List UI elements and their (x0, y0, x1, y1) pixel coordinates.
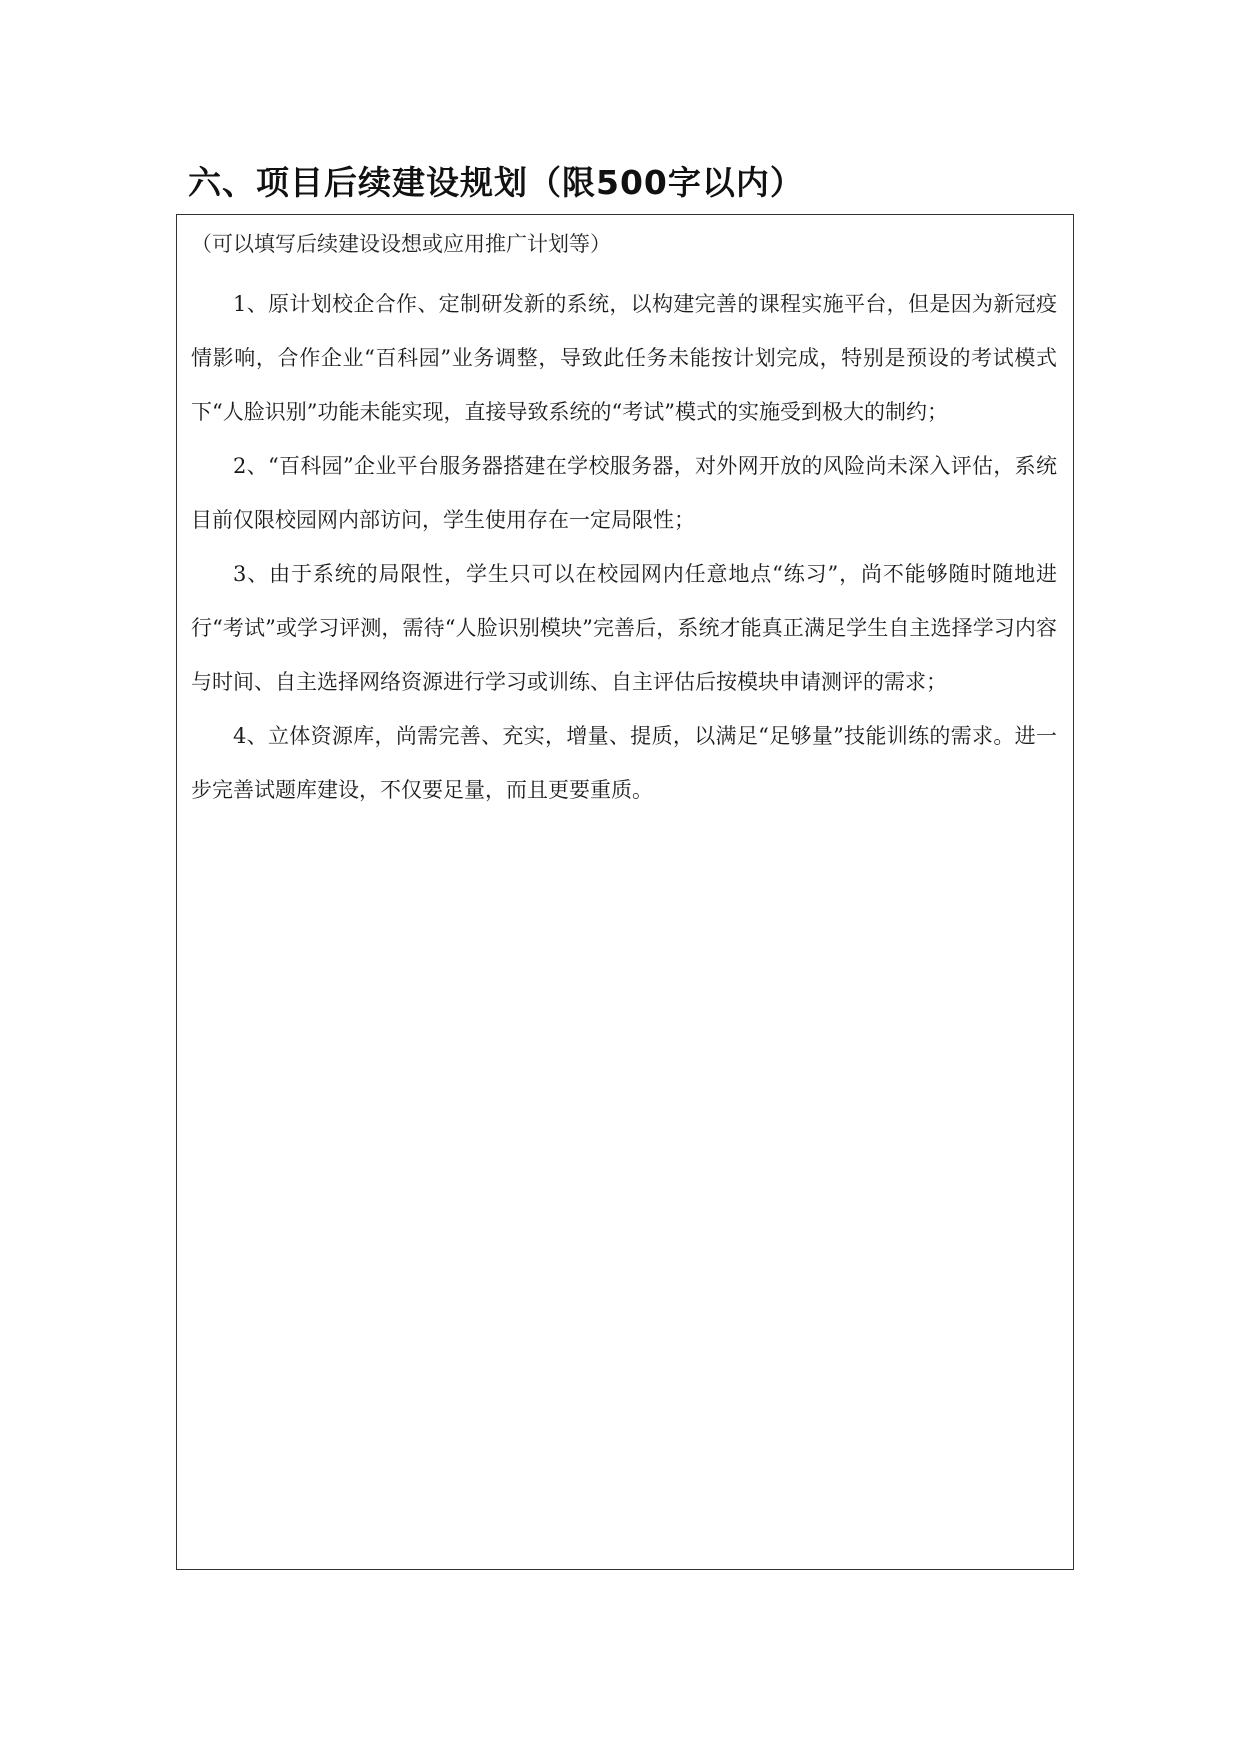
planning-content-box (176, 214, 1074, 1570)
plan-paragraph-4: 4、立体资源库，尚需完善、充实，增量、提质，以满足“足够量”技能训练的需求。进一步完善试题库建设，不仅要足量，而且更要重质。 (191, 724, 1057, 802)
section-title: 六、项目后续建设规划（限500字以内） (188, 163, 804, 202)
planning-paragraphs (191, 277, 1057, 817)
plan-paragraph-1: 1、原计划校企合作、定制研发新的系统，以构建完善的课程实施平台，但是因为新冠疫情影响，合作企业“百科园”业务调整，导致此任务未能按计划完成，特别是预设的考试模式下“人脸识别”功能未能实现，直接导致系统的“考试”模式的实施受到极大的制约； (191, 292, 1057, 424)
plan-paragraph-2: 2、“百科园”企业平台服务器搭建在学校服务器，对外网开放的风险尚未深入评估，系统目前仅限校园网内部访问，学生使用存在一定局限性； (191, 454, 1057, 532)
fill-hint-text: （可以填写后续建设设想或应用推广计划等） (191, 232, 611, 256)
plan-paragraph-3: 3、由于系统的局限性，学生只可以在校园网内任意地点“练习”，尚不能够随时随地进行“考试”或学习评测，需待“人脸识别模块”完善后，系统才能真正满足学生自主选择学习内容与时间、自主选择网络资源进行学习或训练、自主评估后按模块申请测评的需求； (191, 562, 1057, 694)
